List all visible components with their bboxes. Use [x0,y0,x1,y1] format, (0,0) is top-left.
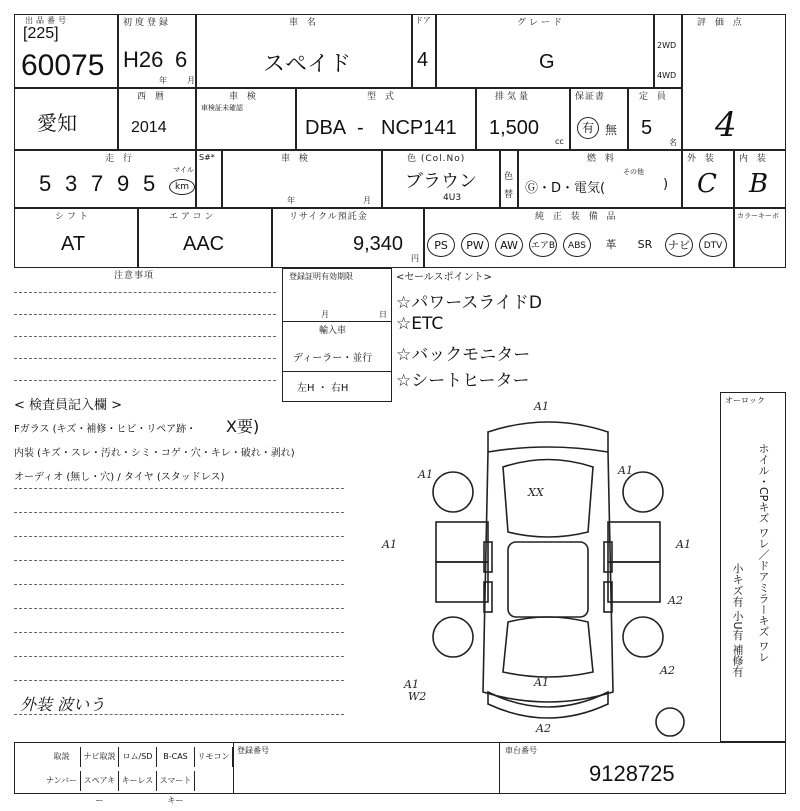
accessory-item: B-CAS [157,747,195,767]
inspect-month: 月 [363,196,371,205]
first-reg-era: H26 [123,47,164,72]
color-box [382,150,500,208]
recycle-fee-label: リサイクル預託金 [289,212,368,222]
interior-grade: B [749,169,769,199]
displacement-label: 排気量 [495,92,532,102]
equipment-item: 革 [605,238,617,251]
accessory-item: ナビ取説 [81,747,119,767]
shift: AT [61,233,86,255]
color-change-box [500,150,518,208]
yen-unit: 円 [411,254,419,263]
mileage-unit-km: km [169,179,195,195]
warranty-yes: 有 [577,117,599,139]
score-box [682,14,786,150]
sales-point-label: <セールスポイント> [396,272,492,283]
registration-validity-box [282,268,392,402]
inspection-box [196,88,296,150]
roof-label: カラーキーボ [737,212,779,220]
equipment-item: DTV [699,233,727,257]
mileage-digit: 5 [143,171,156,196]
mileage-digit: 5 [39,171,52,196]
mileage-digit: 3 [65,171,78,196]
shift-label: シフト [55,212,92,222]
accessory-item: スペアキー [81,771,119,791]
displacement: 1,500 [489,117,540,139]
warranty-book-box [570,88,628,150]
import-label: 輸入車 [319,326,347,336]
color-label: 色 (Col.No) [407,154,466,164]
inspect-expiry-label: 車 検 [281,154,311,164]
car-outline-diagram [378,392,718,738]
mileage-label: 走 行 [105,154,135,164]
exterior-label: 外 装 [687,154,717,164]
capacity-label: 定 員 [639,92,669,102]
capacity-box [628,88,682,150]
damage-diagram [378,392,718,738]
car-name-label: 車 名 [289,18,319,28]
equipment-list [427,231,733,261]
damage-mark: A2 [668,594,683,607]
legend-box [720,392,786,742]
steering: 左H ・ 右H [297,383,349,394]
import-type: ディーラー・並行 [293,353,373,364]
damage-mark: A1 [534,676,549,689]
color-code: 4U3 [443,193,462,203]
equipment-item: ABS [563,233,591,257]
mileage-digit: 9 [117,171,130,196]
fuel-other: その他 [623,168,644,176]
caution-label: 注意事項 [114,271,155,281]
chassis-number-label: 車台番号 [505,746,537,755]
equipment-item: エアB [529,233,557,257]
warranty-no: 無 [605,123,618,137]
first-registration-box [118,14,196,88]
sales-point: ☆ETC [396,314,444,334]
exterior-grade-box [682,150,734,208]
accessory-item: ナンバー [43,771,81,791]
model-year-label: 西 暦 [137,92,167,102]
damage-mark: XX [528,486,544,499]
lot-box [14,14,118,88]
damage-mark: W2 [408,690,427,703]
drive-box [654,14,682,88]
car-name-box [196,14,412,88]
interior-note: 内装 (キズ・スレ・汚れ・シミ・コゲ・穴・キレ・破れ・剥れ) [14,448,295,459]
damage-mark: A1 [618,464,633,477]
grade-box [436,14,654,88]
first-reg-month: 6 [175,47,188,72]
drive-2wd: 2WD [657,41,677,50]
reg-number-label: 登録番号 [237,746,269,755]
equipment-label: 純 正 装 備 品 [535,212,619,222]
recycle-fee: 9,340 [353,233,404,255]
overlay-label: オーロック [725,396,765,405]
sales-point: ☆シートヒーター [396,371,530,391]
inspect-expiry-box [222,150,382,208]
interior-label: 内 装 [739,154,769,164]
score-label: 評 価 点 [697,18,745,28]
accessory-item: 取説 [43,747,81,767]
first-reg-label: 初度登録 [123,18,172,28]
sales-point: ☆バックモニター [396,345,531,365]
grade-label: グレード [517,18,566,28]
cc-unit: cc [555,137,564,146]
capacity: 5 [641,117,653,139]
damage-mark: A1 [382,538,397,551]
accessory-item: リモコン [195,747,233,767]
chassis-number: 9128725 [589,761,675,786]
equipment-item: ナビ [665,233,693,257]
doors: 4 [417,49,429,71]
capacity-unit: 名 [669,138,677,147]
fuel-box [518,150,682,208]
fuel-options: Ⓖ・D・電気( [525,181,606,196]
damage-mark: A1 [534,400,549,413]
color-change-1: 色 [504,172,514,182]
accessory-item: キーレス [119,771,157,791]
glass-note: Fガラス (キズ・補修・ヒビ・リペア跡・ [14,424,197,435]
region: 愛知 [37,111,77,135]
odo-box [196,150,222,208]
drive-4wd: 4WD [657,71,677,80]
ac-label: エアコン [169,212,217,222]
damage-mark: A1 [418,468,433,481]
odo-label: S#* [199,153,215,162]
chassis-label: 型 式 [367,92,397,102]
exterior-grade: C [697,169,717,199]
lot-label: 出品番号 [25,16,69,25]
warranty-day: 日 [379,310,387,319]
recycle-fee-box [272,208,424,268]
sales-point: ☆パワースライドD [396,293,542,313]
damage-mark: A1 [676,538,691,551]
equipment-item: SR [637,238,653,251]
fuel-close: ) [663,177,669,192]
glass-mark: X要) [226,417,260,436]
caution-area [14,268,282,386]
ac-box [138,208,272,268]
inspector-title: < 検査員記入欄 > [14,398,123,413]
interior-grade-box [734,150,786,208]
model-year-box [118,88,196,150]
legend-secondary: 小キズ有 小U有 補修有 [731,563,744,678]
score: 4 [715,105,737,145]
damage-mark: A2 [660,664,675,677]
equipment-item: PW [461,233,489,257]
chassis-code: NCP141 [381,117,457,139]
year-unit: 年 [159,76,167,85]
legend-primary: ホイル・CPキズ ワレ／ドアミラーキズ ワレ [757,443,770,663]
model-year: 2014 [131,119,167,136]
warranty-label: 登録証明有効期限 [289,272,353,281]
equipment-item: AW [495,233,523,257]
fuel-label: 燃 料 [587,154,617,164]
equipment-item: PS [427,233,455,257]
warranty-month: 月 [321,310,329,319]
mileage-digit: 7 [91,171,104,196]
handwritten-note: 外装 波いう [20,695,106,714]
month-unit: 月 [187,76,195,85]
damage-mark: A2 [536,722,551,735]
warranty-book-label: 保証書 [575,92,606,102]
color: ブラウン [405,171,477,192]
auction-code: [225] [23,25,59,42]
roof-box [734,208,786,268]
doors-label: ドア [415,16,431,25]
mileage-box [14,150,196,208]
chassis-prefix: DBA [305,117,347,139]
lot-number: 60075 [21,49,105,82]
accessory-item: スマートキー [157,771,195,791]
mileage-unit-mile: マイル [173,166,194,174]
inspect-year: 年 [287,196,295,205]
color-change-2: 替 [504,190,514,200]
inspection-label: 車 検 [229,92,259,102]
bottom-bar [14,742,786,805]
region-box [14,88,118,150]
damage-mark: A1 [404,678,419,691]
ac: AAC [183,233,225,255]
inspection-sub: 車検証未確認 [201,104,243,112]
car-name: スペイド [263,52,352,77]
audio-note: オーディオ (無し・穴) / タイヤ (スタッドレス) [14,472,225,483]
equipment-box [424,208,734,268]
chassis-model-box: 型 式 DBA - NCP141 [296,88,476,150]
inspector-area [14,392,374,732]
displacement-box [476,88,570,150]
sales-points [396,268,726,391]
shift-box [14,208,138,268]
grade: G [539,51,555,73]
doors-box [412,14,436,88]
accessory-item: ロム/SD [119,747,157,767]
